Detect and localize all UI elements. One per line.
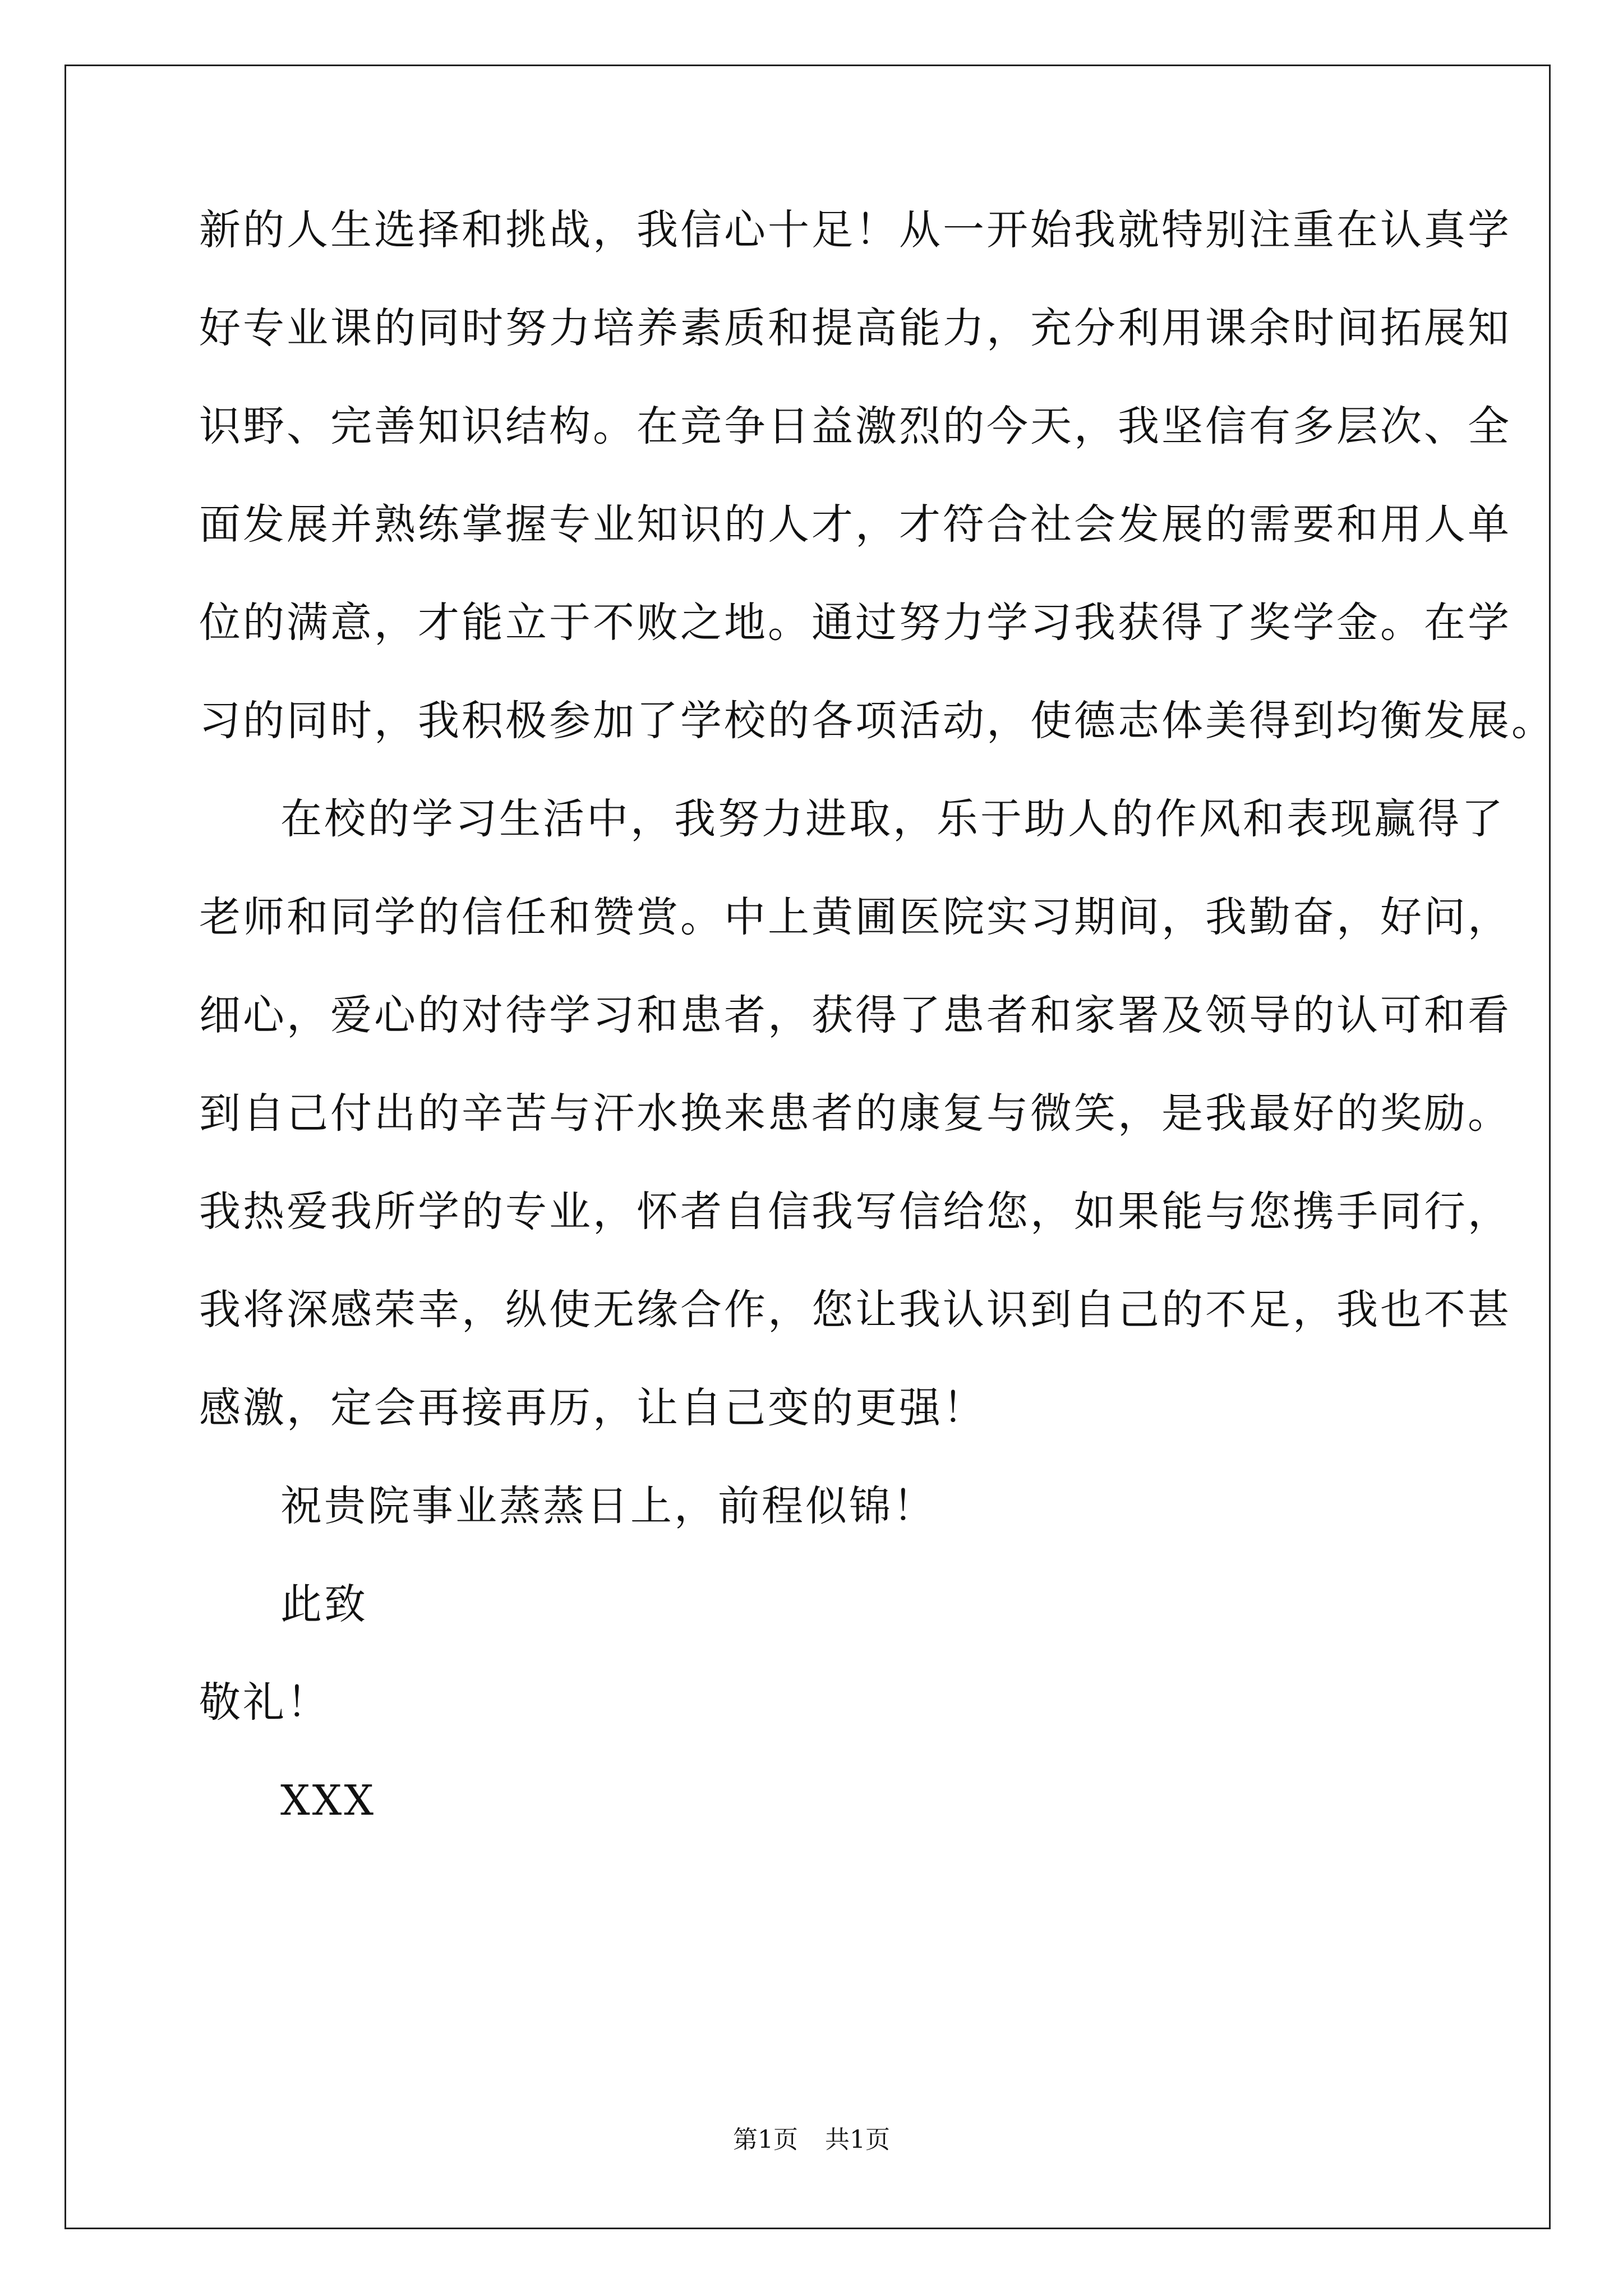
signature: XXX [280,1777,376,1825]
closing-wish: 祝贵院事业蒸蒸日上，前程似锦！ [280,1482,937,1530]
text-line: 新的人生选择和挑战，我信心十足！从一开始我就特别注重在认真学 [199,206,1511,254]
text-line: 到自己付出的辛苦与汗水换来患者的康复与微笑，是我最好的奖励。 [199,1089,1511,1138]
text-line: 我将深感荣幸，纵使无缘合作，您让我认识到自己的不足，我也不甚 [199,1286,1511,1334]
text-line: 细心，爱心的对待学习和患者，获得了患者和家署及领导的认可和看 [199,991,1511,1039]
text-line: 好专业课的同时努力培养素质和提高能力，充分利用课余时间拓展知 [199,304,1511,352]
text-line: 我热爱我所学的专业，怀者自信我写信给您，如果能与您携手同行， [199,1188,1511,1236]
page-total: 共1页 [825,2125,890,2154]
text-line: 习的同时，我积极参加了学校的各项活动，使德志体美得到均衡发展。 [199,697,1555,745]
page-border [64,65,1551,2229]
page-footer [0,2123,1623,2157]
text-line: 面发展并熟练掌握专业知识的人才，才符合社会发展的需要和用人单 [199,500,1511,549]
salutation-jingli: 敬礼！ [199,1678,330,1727]
page-number: 第1页 [733,2125,798,2154]
text-line: 位的满意，才能立于不败之地。通过努力学习我获得了奖学金。在学 [199,599,1511,647]
paragraph-first-line: 在校的学习生活中，我努力进取，乐于助人的作风和表现赢得了 [280,795,1505,843]
salutation-cizhi: 此致 [280,1580,368,1628]
text-line: 识野、完善知识结构。在竞争日益激烈的今天，我坚信有多层次、全 [199,402,1511,450]
text-line: 感激，定会再接再历，让自己变的更强！ [199,1384,986,1432]
text-line: 老师和同学的信任和赞赏。中上黄圃医院实习期间，我勤奋，好问， [199,893,1511,941]
